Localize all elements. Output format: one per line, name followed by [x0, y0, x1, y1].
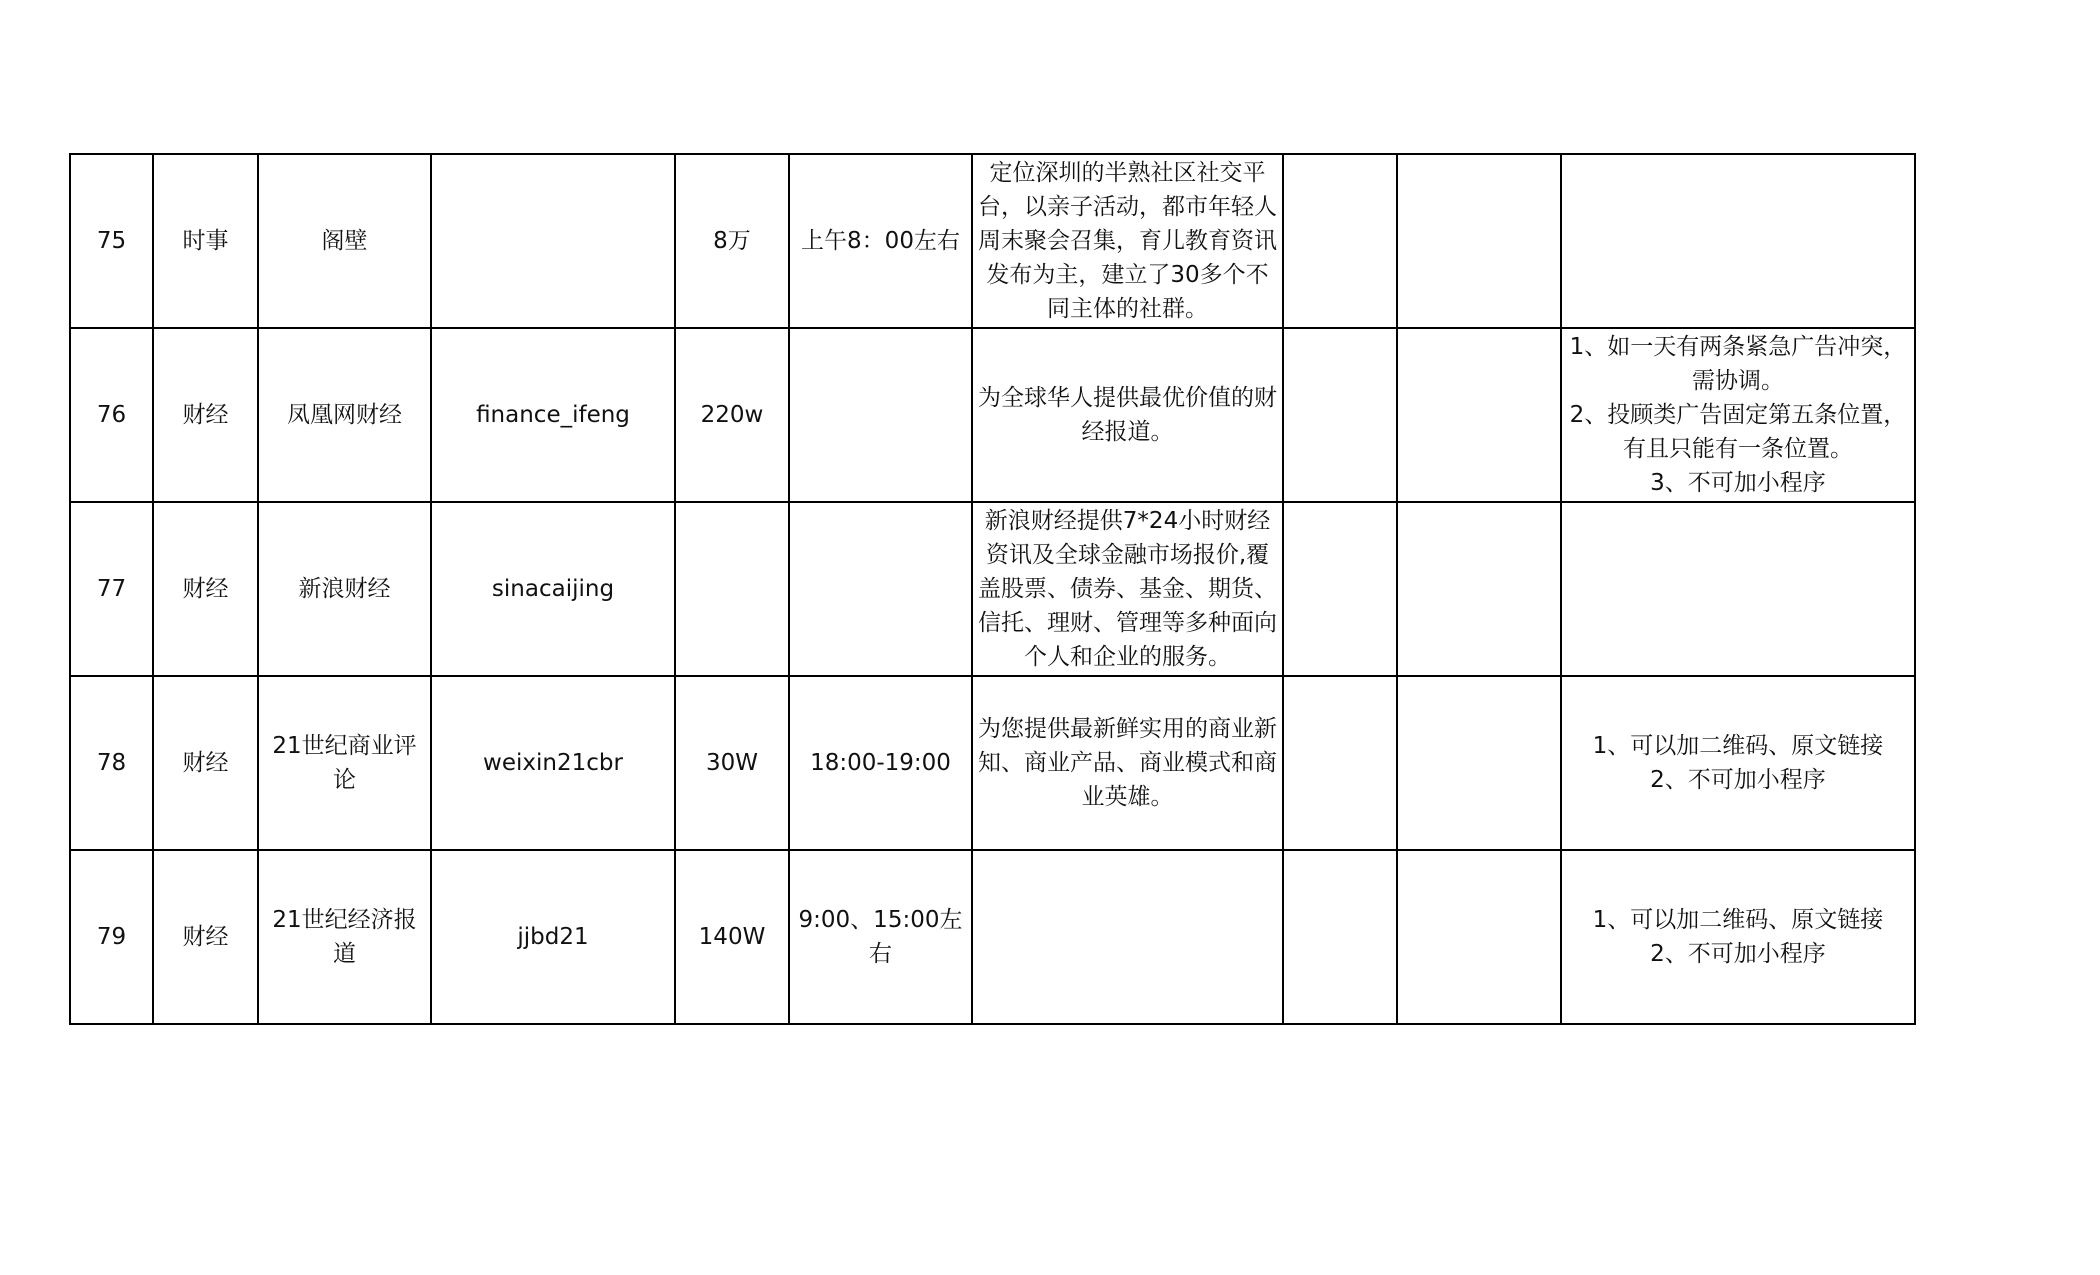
table-row: [70, 502, 1915, 676]
account-name: 21世纪经济报道: [272, 907, 417, 967]
account-name-cell: [258, 154, 431, 328]
category-cell: [153, 154, 258, 328]
blank-cell-8: [1283, 154, 1397, 328]
publish-time-cell: [789, 502, 972, 676]
notes-cell: [1561, 328, 1915, 502]
account-id: finance_ifeng: [476, 402, 630, 428]
publish-time: 上午8：00左右: [801, 228, 960, 254]
account-name-cell: [258, 676, 431, 850]
row-number: 76: [96, 402, 127, 428]
category: 财经: [182, 924, 229, 950]
row-number: 79: [96, 924, 127, 950]
row-number: 77: [96, 576, 127, 602]
category: 时事: [182, 228, 229, 254]
category: 财经: [182, 750, 229, 776]
account-name: 凤凰网财经: [287, 402, 402, 428]
notes-cell: [1561, 502, 1915, 676]
fans-count: 8万: [713, 228, 751, 254]
category: 财经: [182, 402, 229, 428]
account-intro: 为您提供最新鲜实用的商业新知、商业产品、商业模式和商业英雄。: [978, 716, 1277, 810]
account-intro: 新浪财经提供7*24小时财经资讯及全球金融市场报价,覆盖股票、债券、基金、期货、信托、理财、管理等多种面向个人和企业的服务。: [978, 508, 1277, 670]
category-cell: [153, 676, 258, 850]
account-id-cell: [431, 154, 675, 328]
account-name: 阁壁: [321, 228, 368, 254]
account-name-cell: [258, 328, 431, 502]
category-cell: [153, 850, 258, 1024]
fans-count: 140W: [698, 924, 766, 950]
publish-time: 9:00、15:00左右: [798, 907, 963, 967]
account-intro: 定位深圳的半熟社区社交平台，以亲子活动，都市年轻人周末聚会召集，育儿教育资讯发布为主，建立了30多个不同主体的社群。: [978, 160, 1277, 322]
category-cell: [153, 328, 258, 502]
account-id-cell: [431, 850, 675, 1024]
blank-cell-8: [1283, 676, 1397, 850]
row-number: 75: [96, 228, 127, 254]
fans-cell: [675, 154, 789, 328]
notes-cell: [1561, 850, 1915, 1024]
row-number-cell: [70, 676, 153, 850]
account-name-cell: [258, 850, 431, 1024]
row-number-cell: [70, 154, 153, 328]
publish-time-cell: [789, 850, 972, 1024]
account-id-cell: [431, 328, 675, 502]
intro-cell: [972, 502, 1283, 676]
fans-cell: [675, 502, 789, 676]
media-table: [69, 153, 1916, 1025]
account-name-cell: [258, 502, 431, 676]
blank-cell-8: [1283, 850, 1397, 1024]
table-row: [70, 676, 1915, 850]
intro-cell: [972, 676, 1283, 850]
account-intro: 为全球华人提供最优价值的财经报道。: [978, 385, 1277, 445]
publish-time-cell: [789, 328, 972, 502]
row-number: 78: [96, 750, 127, 776]
account-id: sinacaijing: [491, 576, 615, 602]
publish-time: 18:00-19:00: [810, 750, 951, 776]
publish-time-cell: [789, 676, 972, 850]
blank-cell-8: [1283, 328, 1397, 502]
account-id-cell: [431, 676, 675, 850]
account-name: 新浪财经: [298, 576, 391, 602]
intro-cell: [972, 154, 1283, 328]
table-row: [70, 850, 1915, 1024]
fans-cell: [675, 850, 789, 1024]
notes: 1、如一天有两条紧急广告冲突，需协调。 2、投顾类广告固定第五条位置，有且只能有一条位置。 3、不可加小程序: [1569, 334, 1907, 496]
row-number-cell: [70, 850, 153, 1024]
notes: 1、可以加二维码、原文链接 2、不可加小程序: [1592, 733, 1884, 793]
blank-cell-9: [1397, 154, 1561, 328]
blank-cell-9: [1397, 850, 1561, 1024]
account-id-cell: [431, 502, 675, 676]
intro-cell: [972, 328, 1283, 502]
publish-time-cell: [789, 154, 972, 328]
category-cell: [153, 502, 258, 676]
account-id: jjbd21: [517, 924, 589, 950]
fans-cell: [675, 328, 789, 502]
account-id: weixin21cbr: [483, 750, 623, 776]
fans-cell: [675, 676, 789, 850]
blank-cell-8: [1283, 502, 1397, 676]
row-number-cell: [70, 328, 153, 502]
category: 财经: [182, 576, 229, 602]
fans-count: 220w: [700, 402, 764, 428]
row-number-cell: [70, 502, 153, 676]
intro-cell: [972, 850, 1283, 1024]
notes-cell: [1561, 676, 1915, 850]
blank-cell-9: [1397, 676, 1561, 850]
table-row: [70, 154, 1915, 328]
notes-cell: [1561, 154, 1915, 328]
account-name: 21世纪商业评论: [272, 733, 417, 793]
blank-cell-9: [1397, 328, 1561, 502]
notes: 1、可以加二维码、原文链接 2、不可加小程序: [1592, 907, 1884, 967]
fans-count: 30W: [705, 750, 758, 776]
table-row: [70, 328, 1915, 502]
blank-cell-9: [1397, 502, 1561, 676]
